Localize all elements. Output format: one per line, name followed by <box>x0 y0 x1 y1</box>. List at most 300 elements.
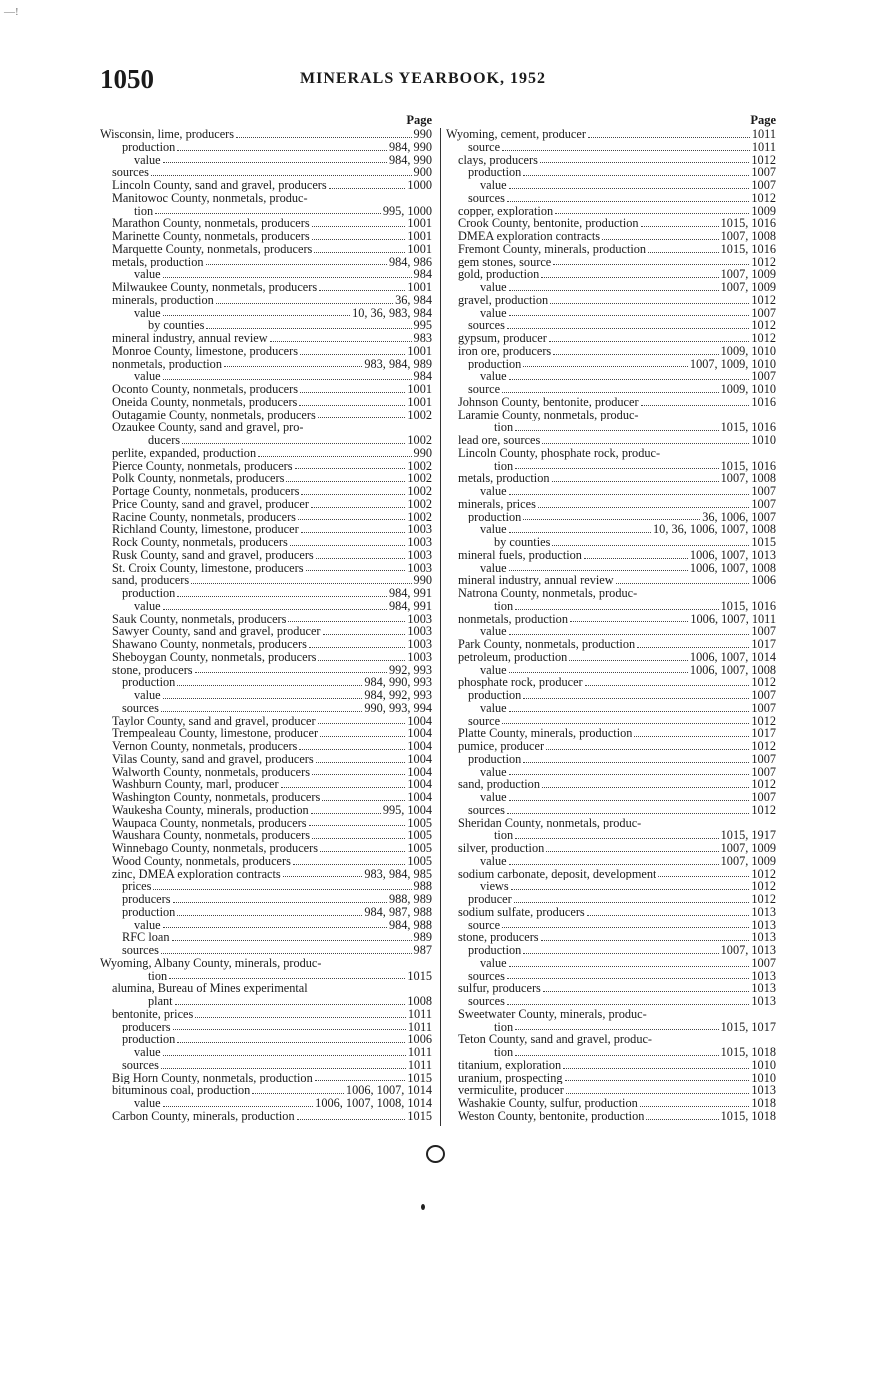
index-entry-text: nonmetals, production <box>112 357 222 371</box>
dot-leader <box>570 621 688 622</box>
dot-leader <box>540 162 750 163</box>
index-entry <box>100 613 432 626</box>
index-entry-text: value <box>480 765 507 779</box>
index-entry-text: clays, producers <box>458 153 538 167</box>
index-entry-text: source <box>468 140 501 154</box>
index-entry-text: Vilas County, sand and gravel, producers <box>112 752 314 766</box>
index-entry-pages: 1006 <box>751 573 776 588</box>
index-entry <box>100 829 432 842</box>
dot-leader <box>587 915 750 916</box>
dot-leader <box>602 239 719 240</box>
index-entry-text: by counties <box>148 319 205 332</box>
index-entry-text: zinc, DMEA exploration contracts <box>112 867 281 881</box>
index-entry-text: production <box>468 357 522 371</box>
index-entry-text: sources <box>112 166 149 179</box>
index-entry-pages: 1015, 1016 <box>720 598 776 613</box>
index-entry <box>100 319 432 332</box>
index-entry-pages: 1001 <box>407 394 432 409</box>
index-entry-text: sources <box>122 1058 159 1072</box>
index-entry <box>446 702 776 715</box>
dot-leader <box>195 672 387 673</box>
index-entry-text: production <box>468 689 522 702</box>
index-entry-pages: 1007 <box>751 688 776 702</box>
index-entry-text: tion <box>494 421 514 434</box>
dot-leader <box>177 596 387 597</box>
index-entry <box>446 638 776 651</box>
index-entry-text: value <box>134 153 161 167</box>
index-entry-text: silver, production <box>458 842 545 855</box>
index-entry-text: pumice, producer <box>458 740 545 753</box>
index-entry-pages: 988 <box>413 879 432 894</box>
index-entry-pages: 1009, 1010 <box>720 382 776 396</box>
index-entry-pages: 1015, 1016 <box>720 458 776 473</box>
index-entry-text: lead ore, sources <box>458 434 541 447</box>
index-entry-text: St. Croix County, limestone, producers <box>112 561 304 575</box>
index-entry <box>446 536 776 549</box>
dot-leader <box>648 252 719 253</box>
index-entry-text: value <box>134 1097 161 1110</box>
index-entry-text: Washakie County, sulfur, production <box>458 1097 638 1110</box>
dot-leader <box>502 150 750 151</box>
dot-leader <box>502 723 749 724</box>
index-entry <box>446 676 776 689</box>
index-entry-text: Trempealeau County, limestone, producer <box>112 727 319 740</box>
index-entry-text: Monroe County, limestone, producers <box>112 344 299 358</box>
index-entry-text: gold, production <box>458 268 540 281</box>
index-entry-text: production <box>122 587 176 600</box>
index-entry <box>100 600 432 613</box>
index-entry <box>100 370 432 383</box>
index-entry-pages: 1013 <box>751 917 776 932</box>
dot-leader <box>155 213 381 214</box>
index-entry-pages: 1006, 1007, 1014 <box>689 649 776 664</box>
index-entry <box>446 128 776 141</box>
dot-leader <box>541 277 718 278</box>
index-entry-text: Richland County, limestone, producer <box>112 523 299 536</box>
index-entry-pages: 1007 <box>751 484 776 498</box>
index-entry <box>100 205 432 218</box>
index-entry-text: Wyoming, cement, producer <box>446 128 586 141</box>
index-entry-pages: 1003 <box>407 649 432 664</box>
index-entry-pages: 1012 <box>751 152 776 167</box>
dot-leader <box>555 213 749 214</box>
index-entry-pages: 1004 <box>407 790 432 804</box>
index-entry <box>100 307 432 320</box>
dot-leader <box>542 443 749 444</box>
index-entry-text: Marquette County, nonmetals, producers <box>112 242 313 256</box>
dot-leader <box>161 711 362 712</box>
index-entry-pages: 1005 <box>407 853 432 868</box>
dot-leader <box>163 162 387 163</box>
index-entry-pages: 988, 989 <box>388 892 432 906</box>
index-entry-text: sources <box>122 701 159 715</box>
dot-leader <box>206 264 387 265</box>
index-entry-text: Pierce County, nonmetals, producers <box>112 459 293 473</box>
dot-leader <box>509 532 651 533</box>
index-entry-text: value <box>480 281 507 294</box>
index-entry-pages: 1011 <box>407 1057 432 1072</box>
index-entry-pages: 1015, 1018 <box>720 1045 776 1059</box>
index-entry <box>100 727 432 740</box>
index-entry-pages: 983, 984, 985 <box>364 866 432 881</box>
index-entry-text: Big Horn County, nonmetals, production <box>112 1071 313 1085</box>
index-entry <box>446 294 776 307</box>
index-entry-pages: 1007, 1008 <box>720 229 776 243</box>
index-entry-pages: 984, 990 <box>388 152 432 167</box>
index-entry-text: Sauk County, nonmetals, producers <box>112 612 287 626</box>
index-entry <box>446 549 776 562</box>
index-entry-text: production <box>468 944 522 957</box>
index-entry <box>100 294 432 307</box>
dot-leader <box>552 545 749 546</box>
running-head: MINERALS YEARBOOK, 1952 <box>300 70 546 87</box>
dot-leader <box>283 876 363 877</box>
left-index-rows <box>100 128 432 1123</box>
index-entry-pages: 1004 <box>407 739 432 753</box>
index-entry-text: production <box>468 510 522 524</box>
index-entry-text: production <box>122 1033 176 1046</box>
dot-leader <box>509 966 750 967</box>
index-entry-pages: 1001 <box>407 280 432 294</box>
dot-leader <box>195 1017 406 1018</box>
index-entry-pages: 1015, 1016 <box>720 241 776 256</box>
dot-leader <box>182 443 405 444</box>
index-entry <box>446 243 776 256</box>
dot-leader <box>206 328 411 329</box>
index-entry <box>100 778 432 791</box>
index-entry-pages: 1012 <box>751 777 776 792</box>
index-entry-pages: 1002 <box>407 484 432 498</box>
index-entry <box>100 1008 432 1021</box>
dot-leader <box>169 978 405 979</box>
index-entry <box>100 791 432 804</box>
index-entry-pages: 1004 <box>407 764 432 779</box>
index-entry-text: Sheridan County, nonmetals, produc- <box>458 816 642 830</box>
index-entry <box>446 179 776 192</box>
index-entry-text: Outagamie County, nonmetals, producers <box>112 408 316 422</box>
index-entry-text: Winnebago County, nonmetals, producers <box>112 842 319 855</box>
index-entry-pages: 984, 991 <box>388 586 432 600</box>
index-entry-text: titanium, exploration <box>458 1058 562 1072</box>
dot-leader <box>641 226 719 227</box>
dot-leader <box>509 570 688 571</box>
index-entry-text: Washburn County, marl, producer <box>112 778 279 791</box>
index-entry-pages: 1012 <box>751 292 776 307</box>
index-entry <box>446 587 776 600</box>
index-entry-text: Rock County, nonmetals, producers <box>112 536 288 549</box>
index-entry-text: mineral fuels, production <box>458 548 582 562</box>
index-entry-text: ducers <box>148 434 181 447</box>
index-entry-text: Wisconsin, lime, producers <box>100 128 235 141</box>
index-entry-text: value <box>480 523 507 536</box>
index-entry <box>446 1072 776 1085</box>
index-entry-pages: 1015, 1016 <box>720 216 776 231</box>
dot-leader <box>318 723 406 724</box>
dot-leader <box>634 736 749 737</box>
index-entry-pages: 1006, 1007, 1014 <box>345 1083 432 1098</box>
index-entry-pages: 1012 <box>751 331 776 345</box>
index-entry-text: plant <box>148 995 173 1008</box>
dot-leader <box>318 660 405 661</box>
index-entry-pages: 1004 <box>407 713 432 728</box>
index-entry-pages: 900 <box>413 165 432 180</box>
index-entry-pages: 1007 <box>751 955 776 970</box>
index-entry-text: source <box>468 918 501 932</box>
dot-leader <box>565 1080 750 1081</box>
index-entry-text: tion <box>494 599 514 613</box>
index-entry-text: value <box>480 701 507 715</box>
index-entry-pages: 1003 <box>407 522 432 537</box>
index-entry-text: Washington County, nonmetals, producers <box>112 791 321 804</box>
index-entry-text: bituminous coal, production <box>112 1084 251 1097</box>
dot-leader <box>323 634 406 635</box>
index-entry-pages: 1007, 1009 <box>720 841 776 855</box>
dot-leader <box>177 685 362 686</box>
index-entry <box>100 880 432 893</box>
index-entry-pages: 1012 <box>751 802 776 817</box>
dot-leader <box>550 303 749 304</box>
dot-leader <box>316 558 406 559</box>
index-entry-text: mineral industry, annual review <box>112 332 268 345</box>
index-entry <box>100 651 432 664</box>
index-entry-pages: 1007, 1008 <box>720 471 776 486</box>
dot-leader <box>224 366 362 367</box>
index-entry-text: Natrona County, nonmetals, produc- <box>458 587 638 600</box>
index-entry <box>446 727 776 740</box>
scan-mark: —! <box>4 6 19 18</box>
index-entry-pages: 1002 <box>407 407 432 422</box>
dot-leader <box>541 940 750 941</box>
index-entry <box>100 472 432 485</box>
dot-leader <box>640 1106 750 1107</box>
index-entry <box>100 498 432 511</box>
index-entry-text: value <box>134 268 161 281</box>
index-entry-pages: 984, 990, 993 <box>364 675 432 690</box>
index-entry-pages: 995 <box>413 318 432 333</box>
dot-leader <box>301 532 406 533</box>
dot-leader <box>316 762 406 763</box>
dot-leader <box>509 315 750 316</box>
index-entry-pages: 1009 <box>751 203 776 218</box>
index-entry <box>446 319 776 332</box>
index-entry-text: value <box>480 561 507 575</box>
index-entry <box>446 982 776 995</box>
index-entry-pages: 1007 <box>751 700 776 715</box>
index-entry <box>446 434 776 447</box>
index-entry-text: sodium carbonate, deposit, development <box>458 867 657 881</box>
index-entry-pages: 36, 984 <box>395 292 432 307</box>
index-entry-pages: 995, 1000 <box>382 203 432 218</box>
index-entry-pages: 1007 <box>751 178 776 192</box>
dot-leader <box>523 762 749 763</box>
index-entry <box>100 179 432 192</box>
dot-leader <box>163 1055 406 1056</box>
dot-leader <box>163 927 387 928</box>
index-entry-pages: 1003 <box>407 547 432 562</box>
index-entry-pages: 10, 36, 1006, 1007, 1008 <box>653 522 776 537</box>
dot-leader <box>177 150 387 151</box>
index-entry-text: Park County, nonmetals, production <box>458 638 636 651</box>
index-entry-text: gypsum, producer <box>458 332 547 345</box>
index-entry <box>100 358 432 371</box>
index-entry-text: production <box>468 166 522 179</box>
index-entry-text: vermiculite, producer <box>458 1084 564 1097</box>
index-entry-pages: 36, 1006, 1007 <box>702 509 776 524</box>
dot-leader <box>163 277 412 278</box>
index-entry <box>100 421 432 434</box>
index-entry <box>100 702 432 715</box>
index-entry-pages: 984, 990 <box>388 139 432 154</box>
dot-leader <box>507 813 750 814</box>
dot-leader <box>507 328 750 329</box>
index-entry <box>446 919 776 932</box>
index-entry-pages: 1007 <box>751 624 776 639</box>
index-entry-text: Teton County, sand and gravel, produc- <box>458 1033 653 1046</box>
index-entry <box>100 434 432 447</box>
dot-leader <box>191 583 411 584</box>
index-entry-text: Ozaukee County, sand and gravel, pro- <box>112 421 304 434</box>
index-entry-pages: 984 <box>413 267 432 282</box>
index-entry-pages: 1013 <box>751 994 776 1008</box>
dot-leader <box>509 672 688 673</box>
index-entry <box>446 1046 776 1059</box>
index-entry <box>100 485 432 498</box>
index-entry <box>100 740 432 753</box>
dot-leader <box>523 175 749 176</box>
index-entry-pages: 1000 <box>407 178 432 192</box>
dot-leader <box>507 978 750 979</box>
index-entry <box>446 613 776 626</box>
index-entry-text: tion <box>148 969 168 983</box>
index-entry <box>100 332 432 345</box>
index-entry-pages: 1001 <box>407 382 432 396</box>
index-entry-text: tion <box>494 829 514 842</box>
index-entry-text: tion <box>494 1020 514 1034</box>
index-entry-text: value <box>480 791 507 804</box>
index-entry-text: value <box>480 663 507 677</box>
index-entry-pages: 1006, 1007, 1008 <box>689 560 776 575</box>
index-entry-pages: 990 <box>413 573 432 588</box>
index-entry-pages: 1013 <box>751 1083 776 1098</box>
index-entry-pages: 983, 984, 989 <box>364 356 432 371</box>
dot-leader <box>546 749 749 750</box>
index-entry-pages: 1007 <box>751 369 776 384</box>
index-entry-text: value <box>480 370 507 383</box>
index-entry <box>446 485 776 498</box>
index-entry-pages: 1013 <box>751 904 776 919</box>
index-entry <box>446 332 776 345</box>
dot-leader <box>300 354 405 355</box>
dot-leader <box>306 570 406 571</box>
index-entry <box>100 256 432 269</box>
index-entry <box>446 842 776 855</box>
index-entry-text: gravel, production <box>458 293 549 307</box>
left-index-column <box>100 112 432 1123</box>
dot-leader <box>270 341 412 342</box>
index-entry <box>446 804 776 817</box>
index-entry <box>100 243 432 256</box>
index-entry-text: metals, production <box>458 472 550 485</box>
index-entry-pages: 1015 <box>751 535 776 549</box>
index-entry-pages: 1003 <box>407 611 432 626</box>
index-entry <box>100 957 432 970</box>
dot-leader <box>509 290 719 291</box>
index-entry <box>446 358 776 371</box>
index-entry <box>446 1110 776 1123</box>
index-entry <box>446 141 776 154</box>
index-entry-text: sand, production <box>458 778 540 791</box>
index-entry <box>446 868 776 881</box>
index-entry-text: source <box>468 383 501 396</box>
index-entry-pages: 1006, 1007, 1008 <box>689 662 776 677</box>
index-entry-text: production <box>468 752 522 766</box>
index-entry <box>446 664 776 677</box>
index-entry <box>446 166 776 179</box>
index-entry-pages: 1007 <box>751 165 776 180</box>
index-entry-pages: 1011 <box>407 1019 432 1034</box>
index-entry <box>446 625 776 638</box>
index-entry <box>100 281 432 294</box>
index-entry-text: phosphate rock, producer <box>458 676 583 689</box>
index-entry-pages: 1010 <box>751 1070 776 1085</box>
index-entry-text: bentonite, prices <box>112 1007 194 1021</box>
dot-leader <box>542 787 749 788</box>
index-entry <box>100 982 432 995</box>
index-entry-text: Shawano County, nonmetals, producers <box>112 638 307 651</box>
dot-leader <box>641 405 750 406</box>
index-entry-text: Polk County, nonmetals, producers <box>112 472 285 485</box>
index-entry-text: Portage County, nonmetals, producers <box>112 485 300 498</box>
index-entry-text: Johnson County, bentonite, producer <box>458 395 639 409</box>
index-entry <box>100 230 432 243</box>
index-entry-text: production <box>122 676 176 689</box>
index-entry <box>100 842 432 855</box>
index-entry-text: sources <box>122 944 159 957</box>
index-entry <box>446 791 776 804</box>
index-entry-pages: 1001 <box>407 229 432 243</box>
index-entry-pages: 984 <box>413 369 432 384</box>
index-entry-pages: 1003 <box>407 535 432 549</box>
index-entry-pages: 989 <box>413 930 432 945</box>
index-entry <box>100 906 432 919</box>
dot-leader <box>509 711 750 712</box>
index-entry-pages: 1012 <box>751 254 776 269</box>
dot-leader <box>502 927 749 928</box>
index-entry <box>446 740 776 753</box>
index-entry <box>100 1046 432 1059</box>
dot-leader <box>311 813 381 814</box>
ink-dot-mark <box>421 1204 425 1210</box>
dot-leader <box>173 1029 406 1030</box>
index-entry-pages: 1005 <box>407 815 432 830</box>
index-entry-text: Lincoln County, phosphate rock, produc- <box>458 446 661 460</box>
dot-leader <box>616 583 750 584</box>
index-entry-text: Manitowoc County, nonmetals, produc- <box>112 191 308 205</box>
page-column-label: Page <box>406 113 432 127</box>
dot-leader <box>298 519 405 520</box>
index-entry-text: value <box>134 306 161 320</box>
index-entry <box>100 217 432 230</box>
dot-leader <box>163 379 412 380</box>
index-entry-pages: 1008 <box>407 994 432 1008</box>
index-entry <box>446 855 776 868</box>
index-entry-text: production <box>122 905 176 919</box>
dot-leader <box>566 1093 750 1094</box>
index-entry-pages: 1012 <box>751 866 776 881</box>
dot-leader <box>177 915 362 916</box>
index-entry <box>100 995 432 1008</box>
index-entry-text: by counties <box>494 536 551 549</box>
